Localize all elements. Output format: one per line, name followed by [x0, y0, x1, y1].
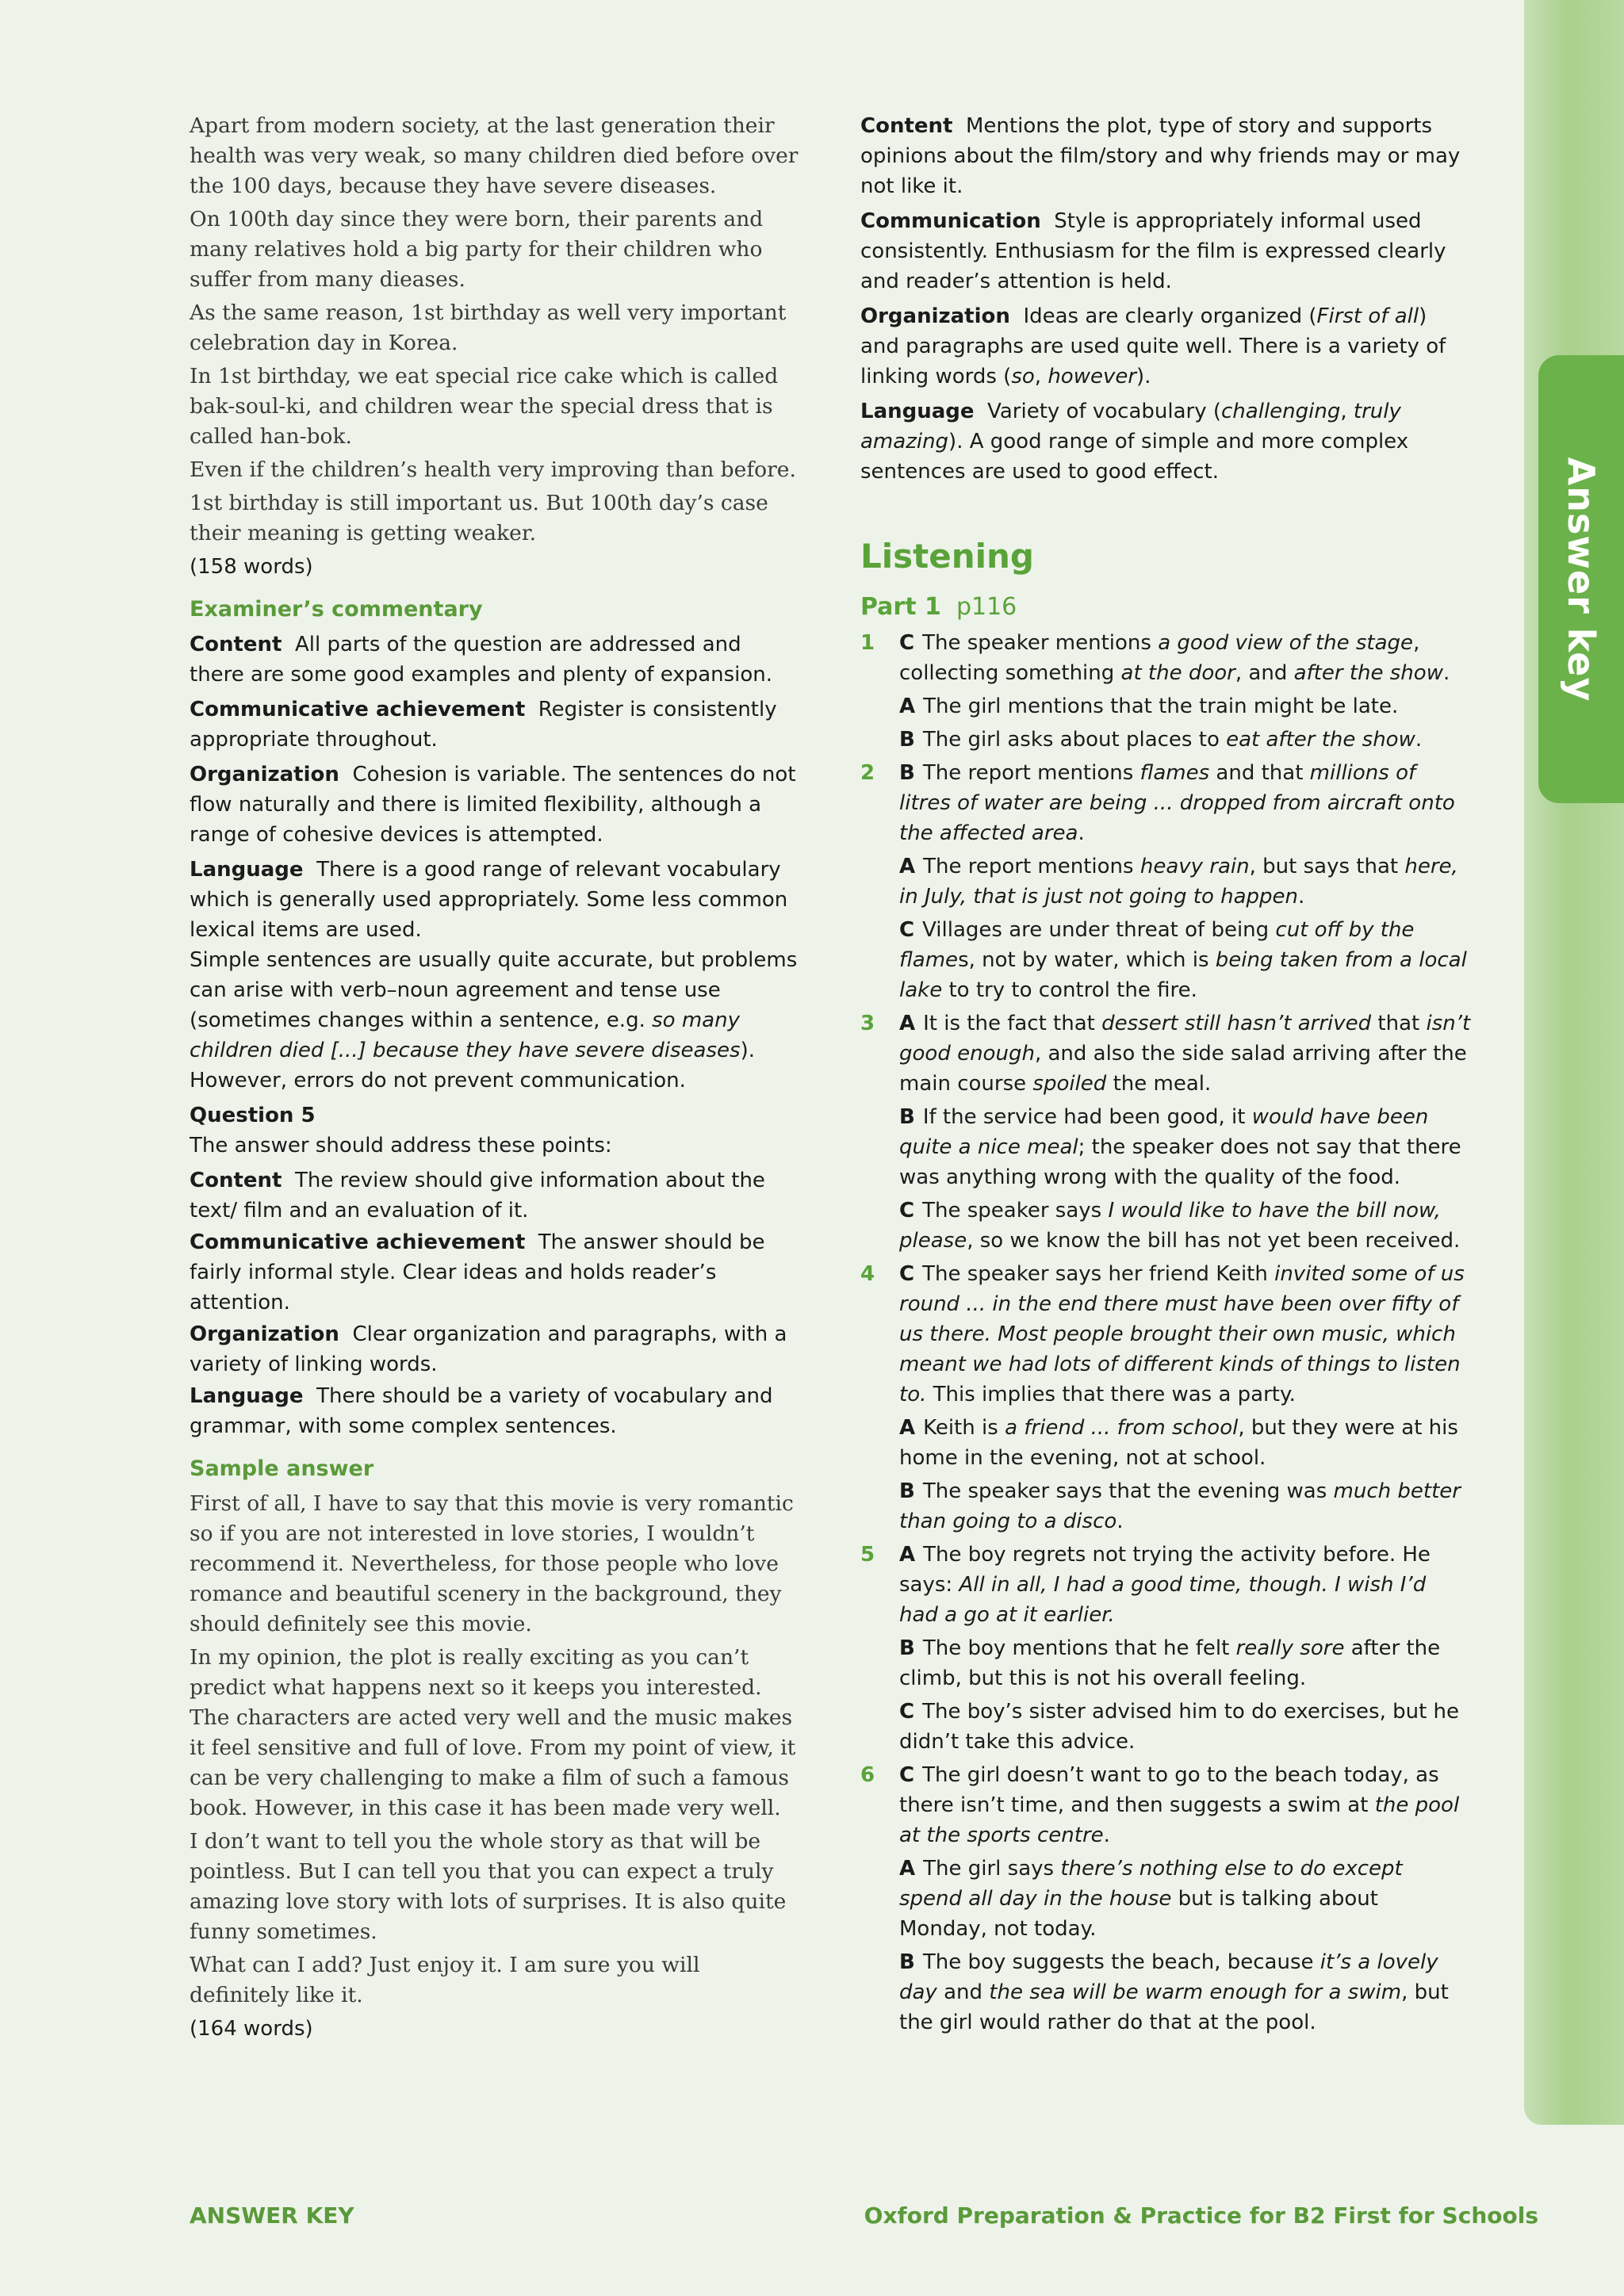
answer-option [899, 1196, 1471, 1256]
point-text: The answer should be fairly informal style. Clear ideas and holds reader’s attention. [190, 1230, 765, 1314]
text-segment: ). However, errors do not prevent communication. [190, 1039, 755, 1093]
text-segment: the meal. [1106, 1072, 1212, 1096]
assessment-language [860, 396, 1471, 487]
assessment-label: Content [860, 114, 953, 138]
text-segment: This implies that there was a party. [926, 1383, 1296, 1406]
commentary-label: Language [190, 858, 304, 882]
text-segment: and [936, 1980, 990, 2004]
text-segment: , and [1235, 661, 1294, 685]
italic-quote: millions of litres of water are being ... dropped from aircraft onto the affected area [899, 761, 1455, 845]
option-letter: A [899, 1543, 916, 1567]
option-letter: A [899, 1012, 916, 1035]
answer-key-tab-label: Answer key [1560, 457, 1603, 702]
commentary-content [190, 629, 800, 690]
question-number: 5 [860, 1543, 875, 1567]
text-segment: , [1034, 365, 1048, 388]
commentary-organization [190, 760, 800, 850]
text-segment: The boy regrets not trying the activity before. He says: [899, 1543, 1431, 1597]
question-number: 4 [860, 1262, 875, 1286]
examiner-commentary-heading: Examiner’s commentary [190, 597, 483, 622]
text-segment: and that [1209, 761, 1310, 785]
question-block [860, 758, 1471, 1005]
text-segment: . [1415, 728, 1423, 752]
option-letter: A [899, 855, 916, 878]
italic-quote: isn’t good enough [899, 1012, 1471, 1066]
part-label: Part 1 [860, 593, 941, 621]
point-text: Clear organization and paragraphs, with a variety of linking words. [190, 1322, 787, 1376]
assessment-organization [860, 301, 1471, 392]
option-letter: B [899, 1105, 915, 1129]
commentary-label: Content [190, 633, 282, 656]
answer-option [899, 1854, 1471, 1944]
essay-paragraph: As the same reason, 1st birthday as well very important celebration day in Korea. [190, 300, 787, 355]
assessment-text: Mentions the plot, type of story and supports opinions about the film/story and why friends may or may not like it. [860, 114, 1461, 198]
question-number: 3 [860, 1012, 875, 1035]
italic-quote: a good view of the stage [1158, 631, 1414, 655]
student-essay [190, 111, 800, 549]
italic-quote: the pool at the sports centre [899, 1793, 1460, 1847]
text-segment: The speaker says [922, 1199, 1109, 1223]
italic-quote: being taken from a local lake [899, 948, 1467, 1002]
question-block [860, 628, 1471, 755]
text-segment: ). [1136, 365, 1151, 388]
commentary-text: All parts of the question are addressed and there are some good examples and plenty of expansion. [190, 633, 773, 687]
commentary-text: Cohesion is variable. The sentences do not flow naturally and there is limited flexibility, although a range of cohesive devices is attempted. [190, 763, 796, 847]
answer-option [899, 1633, 1471, 1693]
assessment-content [860, 111, 1471, 201]
point-text: There should be a variety of vocabulary and grammar, with some complex sentences. [190, 1384, 773, 1438]
text-segment: , so we know the bill has not yet been received. [967, 1229, 1461, 1253]
answer-option [899, 1540, 1471, 1630]
question-block [860, 1540, 1471, 1757]
text-segment: It is the fact that [923, 1012, 1102, 1035]
commentary-label: Communicative achievement [190, 698, 526, 721]
sample-paragraph: In my opinion, the plot is really exciting as you can’t predict what happens next so it keeps you interested. The characters are acted very well and the music makes it feel sensitive and full of love. From my point of view, it can be very challenging to make a film of such a famous book. However, in this case it has been made very well. [190, 1645, 796, 1820]
text-segment: The boy mentions that he felt [922, 1636, 1236, 1660]
assessment-label: Communication [860, 209, 1041, 233]
commentary-text: There is a good range of relevant vocabulary which is generally used appropriately. Some less common lexical items are used. [190, 858, 788, 942]
text-segment: after the climb, but this is not his overall feeling. [899, 1636, 1441, 1690]
italic-quote: much better than going to a disco [899, 1479, 1461, 1533]
sample-answer-heading: Sample answer [190, 1456, 374, 1481]
text-segment: . [1078, 821, 1085, 845]
assessment-label: Organization [860, 304, 1010, 328]
italic-quote: a friend ... from school [1005, 1416, 1239, 1440]
commentary-communicative [190, 695, 800, 755]
text-segment: The report mentions [923, 855, 1140, 878]
italic-quote: at the door [1120, 661, 1235, 685]
listening-answers [860, 628, 1471, 2038]
italic-quote: dessert still hasn’t arrived [1101, 1012, 1372, 1035]
question-block [860, 1760, 1471, 2038]
italic-quote: would have been quite a nice meal [899, 1105, 1429, 1159]
italic-quote: invited some of us round ... in the end there must have been over fifty of us there. Most people brought their own music, which meant we had lots of different kinds of things to listen to. [899, 1262, 1465, 1406]
part-page: p116 [956, 593, 1017, 621]
italic-quote: there’s nothing else to do except spend all day in the house [899, 1857, 1403, 1911]
text-segment: . [1116, 1510, 1124, 1533]
text-segment: ; the speaker does not say that there was anything wrong with the quality of the food. [899, 1135, 1461, 1189]
question-number: 2 [860, 761, 875, 785]
italic-quote: it’s a lovely day [899, 1950, 1438, 2004]
italic-quote: however [1048, 365, 1137, 388]
essay-paragraph: Apart from modern society, at the last generation their health was very weak, so many children died before over the 100 days, because they have severe diseases. [190, 113, 799, 198]
essay-word-count: (158 words) [190, 555, 313, 579]
italic-quote: challenging [1221, 400, 1341, 423]
point-label: Organization [190, 1322, 339, 1346]
question-number: 6 [860, 1763, 875, 1787]
question-block [860, 1008, 1471, 1256]
text-segment: The boy’s sister advised him to do exercises, but he didn’t take this advice. [899, 1700, 1460, 1754]
italic-quote: All in all, I had a good time, though. I wish I’d had a go at it earlier. [899, 1573, 1427, 1627]
sample-paragraph: What can I add? Just enjoy it. I am sure you will definitely like it. [190, 1953, 700, 2007]
question5-heading: Question 5 [190, 1104, 316, 1127]
answer-option [899, 915, 1471, 1005]
text-segment: . [1442, 661, 1450, 685]
text-segment: The boy suggests the beach, because [922, 1950, 1320, 1974]
italic-quote: First of all [1316, 304, 1419, 328]
commentary-text: Register is consistently appropriate throughout. [190, 698, 777, 752]
text-segment: The speaker says that the evening was [922, 1479, 1334, 1503]
text-segment: . [1103, 1823, 1110, 1847]
italic-quote: after the show [1293, 661, 1443, 685]
text-segment: Simple sentences are usually quite accurate, but problems can arise with verb–noun agreement and tense use (sometimes changes within a sentence, e.g. [190, 948, 798, 1032]
text-segment: s, not by water, which is [958, 948, 1216, 972]
text-segment: ) and paragraphs are used quite well. There is a variety of linking words ( [860, 304, 1446, 388]
italic-quote: heavy rain [1139, 855, 1250, 878]
question5-point [190, 1381, 800, 1441]
question5-point [190, 1319, 800, 1380]
option-letter: B [899, 1636, 915, 1660]
option-letter: A [899, 695, 916, 718]
answer-option [899, 1697, 1471, 1757]
question5-point [190, 1227, 800, 1318]
decorative-side-band [1524, 0, 1624, 2125]
option-letter: A [899, 1416, 916, 1440]
italic-quote: truly amazing [860, 400, 1401, 453]
option-letter: C [899, 1763, 915, 1787]
text-segment: , and also the side salad arriving after the main course [899, 1042, 1467, 1096]
text-segment: Variety of vocabulary ( [987, 400, 1222, 423]
text-segment: The report mentions [922, 761, 1140, 785]
question-number: 1 [860, 631, 875, 655]
text-segment: , [1340, 400, 1354, 423]
text-segment: The girl says [923, 1857, 1061, 1881]
italic-quote: cut off by the flame [899, 918, 1415, 972]
answer-option [899, 1008, 1471, 1099]
point-label: Communicative achievement [190, 1230, 526, 1254]
point-label: Language [190, 1384, 304, 1408]
essay-paragraph: On 100th day since they were born, their parents and many relatives hold a big party for their children who suffer from many dieases. [190, 207, 764, 292]
text-segment: , but says that [1249, 855, 1405, 878]
left-column [190, 111, 800, 2049]
option-letter: A [899, 1857, 916, 1881]
italic-quote: eat after the show [1226, 728, 1415, 752]
sample-word-count: (164 words) [190, 2017, 313, 2041]
text-segment: , collecting something [899, 631, 1420, 685]
point-label: Content [190, 1169, 282, 1192]
italic-quote: so many children died [...] because they have severe diseases [190, 1008, 741, 1062]
option-letter: C [899, 918, 915, 942]
option-letter: C [899, 1700, 915, 1724]
part-heading [860, 590, 1471, 625]
option-letter: B [899, 1950, 915, 1974]
text-segment: to try to control the fire. [942, 978, 1197, 1002]
answer-option [899, 1102, 1471, 1192]
text-segment: , but they were at his home in the evening, not at school. [899, 1416, 1458, 1470]
text-segment: If the service had been good, it [922, 1105, 1252, 1129]
answer-option [899, 1947, 1471, 2038]
question5-intro: The answer should address these points: [190, 1134, 612, 1158]
right-column [860, 111, 1471, 2041]
answer-option [899, 1760, 1471, 1850]
italic-quote: I would like to have the bill now, please [899, 1199, 1441, 1253]
option-letter: B [899, 728, 915, 752]
answer-option [899, 758, 1471, 848]
text-segment: , but the girl would rather do that at the pool. [899, 1980, 1449, 2034]
essay-paragraph: 1st birthday is still important us. But 100th day’s case their meaning is getting weaker. [190, 491, 768, 545]
commentary-language [190, 855, 800, 945]
assessment-label: Language [860, 400, 975, 423]
text-segment: Villages are under threat of being [922, 918, 1276, 942]
essay-paragraph: In 1st birthday, we eat special rice cake which is called bak-soul-ki, and children wear the special dress that is called han-bok. [190, 364, 779, 449]
option-letter: B [899, 761, 915, 785]
italic-quote: the sea will be warm enough for a swim [989, 1980, 1402, 2004]
text-segment: ). A good range of simple and more complex sentences are used to good effect. [860, 430, 1409, 484]
question5-point [190, 1165, 800, 1226]
answer-option [899, 1259, 1471, 1410]
text-segment: The speaker says her friend Keith [922, 1262, 1275, 1286]
question-block [860, 1259, 1471, 1536]
text-segment: . [1298, 885, 1305, 909]
text-segment: The speaker mentions [922, 631, 1159, 655]
italic-quote: flames [1139, 761, 1210, 785]
option-letter: C [899, 1262, 915, 1286]
italic-quote: really sore [1235, 1636, 1345, 1660]
option-letter: C [899, 631, 915, 655]
text-segment: Keith is [923, 1416, 1005, 1440]
italic-quote: here, in July, that is just not going to happen [899, 855, 1458, 909]
answer-option [899, 1476, 1471, 1536]
footer-left: ANSWER KEY [190, 2202, 354, 2229]
answer-option [899, 628, 1471, 688]
italic-quote: spoiled [1032, 1072, 1107, 1096]
option-letter: B [899, 1479, 915, 1503]
text-segment: The girl doesn’t want to go to the beach today, as there isn’t time, and then suggests a swim at [899, 1763, 1439, 1817]
option-letter: C [899, 1199, 915, 1223]
italic-quote: so [1011, 365, 1035, 388]
text-segment: but is talking about Monday, not today. [899, 1887, 1378, 1941]
text-segment: The girl mentions that the train might be late. [923, 695, 1399, 718]
text-segment: The girl asks about places to [922, 728, 1227, 752]
sample-paragraph: First of all, I have to say that this movie is very romantic so if you are not interested in love stories, I wouldn’t recommend it. Nevertheless, for those people who love romance and beautiful scenery in the background, they should definitely see this movie. [190, 1491, 794, 1636]
text-segment: that [1371, 1012, 1427, 1035]
answer-key-tab [1538, 355, 1624, 803]
answer-option [899, 691, 1471, 721]
assessment-text: Style is appropriately informal used consistently. Enthusiasm for the film is expressed clearly and reader’s attention is held. [860, 209, 1446, 293]
text-segment: Ideas are clearly organized ( [1023, 304, 1317, 328]
essay-paragraph: Even if the children’s health very improving than before. [190, 457, 796, 482]
answer-option [899, 1413, 1471, 1473]
footer-right: Oxford Preparation & Practice for B2 First for Schools [864, 2202, 1538, 2229]
sample-answer [190, 1489, 800, 2011]
assessment-communication [860, 206, 1471, 297]
listening-heading: Listening [860, 537, 1034, 576]
commentary-label: Organization [190, 763, 339, 786]
answer-option [899, 851, 1471, 912]
commentary-language-extra [190, 945, 800, 1096]
point-text: The review should give information about the text/ film and an evaluation of it. [190, 1169, 765, 1223]
sample-paragraph: I don’t want to tell you the whole story as that will be pointless. But I can tell you that you can expect a truly amazing love story with lots of surprises. It is also quite funny sometimes. [190, 1829, 787, 1944]
answer-option [899, 725, 1471, 755]
